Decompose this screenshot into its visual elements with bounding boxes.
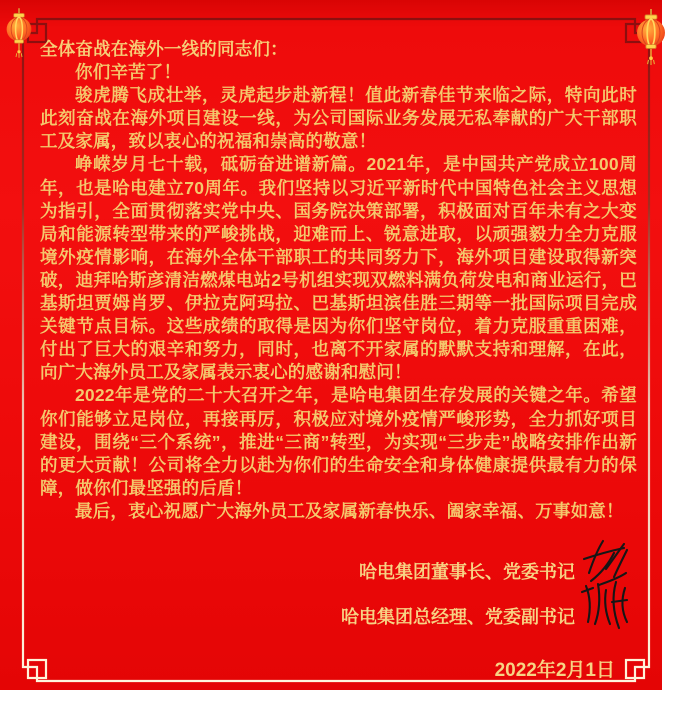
signature-row-president xyxy=(40,594,637,639)
letter-date: 2022年2月1日 xyxy=(494,659,615,681)
lantern-icon xyxy=(4,7,34,59)
date-row xyxy=(40,655,637,682)
signature-title-chairman: 哈电集团董事长、党委书记 xyxy=(359,562,575,583)
signature-block xyxy=(40,549,637,682)
paragraph-2022-outlook: 2022年是党的二十大召开之年，是哈电集团生存发展的关键之年。希望你们能够立足岗位，再接再厉，积极应对境外疫情严峻形势，全力抓好项目建设，围绕“三个系统”，推进“三商”转型，为实现“三步走”战略安排作出新的更大贡献！公司将全力以赴为你们的生命安全和身体健康提供最有力的保障，做你们最坚强的后盾！ xyxy=(40,385,637,498)
paragraph-2021-review: 峥嵘岁月七十载，砥砺奋进谱新篇。2021年，是中国共产党成立100周年，也是哈电建立70周年。我们坚持以习近平新时代中国特色社会主义思想为指引，全面贯彻落实党中央、国务院决策部署，积极面对百年未有之大变局和能源转型带来的严峻挑战，迎难而上、锐意进取，以顽强毅力全力克服境外疫情影响，在海外全体干部职工的共同努力下，海外项目建设取得新突破，迪拜哈斯彦清洁燃煤电站2号机组实现双燃料满负荷发电和商业运行，巴基斯坦贾姆肖罗、伊拉克阿玛拉、巴基斯坦滨佳胜三期等一批国际项目完成关键节点目标。这些成绩的取得是因为你们坚守岗位，着力克服重重困难，付出了巨大的艰辛和努力，同时，也离不开家属的默默支持和理解，在此，向广大海外员工及家属表示衷心的感谢和慰问！ xyxy=(40,154,637,383)
president-signature-handwriting xyxy=(579,578,631,636)
signature-title-president: 哈电集团总经理、党委副书记 xyxy=(341,607,575,628)
paragraph-wishes: 最后，衷心祝愿广大海外员工及家属新春快乐、阖家幸福、万事如意！ xyxy=(75,500,624,521)
paragraph-new-year: 骏虎腾飞成壮举，灵虎起步赴新程！值此新春佳节来临之际，特向此时此刻奋战在海外项目建设一线，为公司国际业务发展无私奉献的广大干部职工及家属，致以衷心的祝福和崇高的敬意！ xyxy=(40,85,637,152)
salutation: 全体奋战在海外一线的同志们： xyxy=(40,39,288,59)
paragraph-greeting: 你们辛苦了！ xyxy=(75,62,182,83)
signature-row-chairman xyxy=(40,549,637,594)
letter-body xyxy=(40,38,637,682)
lantern-icon xyxy=(634,9,668,65)
